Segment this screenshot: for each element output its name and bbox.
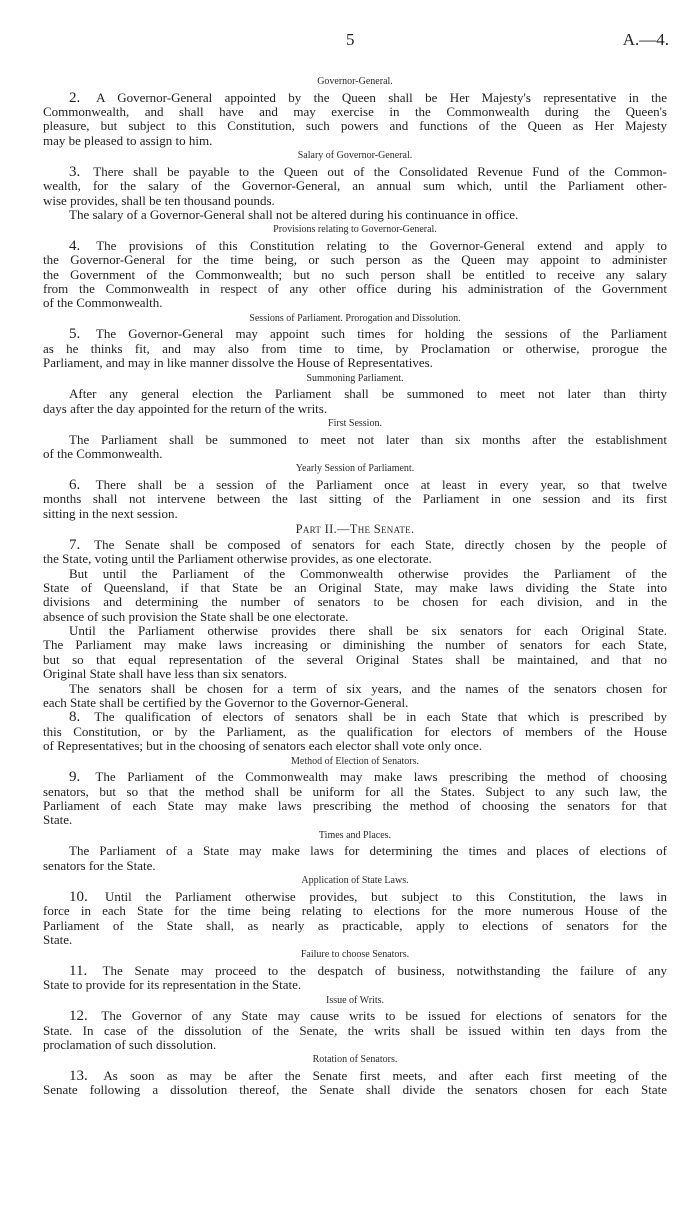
line-text: each State shall be certified by the Governor to the Governor-General. [43, 695, 409, 711]
text-line [43, 667, 667, 681]
text-line [43, 581, 667, 595]
line-text: force in each State for the time being relating to elections for the more numerous House of the [43, 903, 667, 919]
text-line [43, 134, 667, 148]
numbered-section-paragraph [43, 1069, 667, 1098]
text-line [43, 387, 667, 401]
text-line [43, 595, 667, 609]
text-line [43, 844, 667, 858]
line-text: The Parliament of the Commonwealth may make laws prescribing the method of choosing [95, 769, 667, 785]
document-reference: A.—4. [622, 30, 669, 49]
text-line [43, 799, 667, 813]
paragraph [43, 844, 667, 873]
line-text: There shall be payable to the Queen out of the Consolidated Revenue Fund of the Common- [93, 163, 667, 179]
section-number: 10. [69, 888, 102, 905]
text-line [43, 964, 667, 978]
text-line [43, 447, 667, 461]
line-text: After any general election the Parliament shall be summoned to meet not later than thirty [69, 386, 667, 402]
line-text: Original State shall have less than six senators. [43, 666, 288, 682]
line-text: Until the Parliament otherwise provides there shall be six senators for each Original State. [69, 623, 667, 639]
text-line [43, 710, 667, 724]
line-text: of the Commonwealth. [43, 295, 163, 311]
line-text: wealth, for the salary of the Governor-General, an annual sum which, until the Parliament other- [43, 178, 667, 194]
line-text: The provisions of this Constitution relating to the Governor-General extend and apply to [96, 237, 668, 253]
text-line [43, 739, 667, 753]
line-text: State. [43, 812, 73, 828]
line-text: as he thinks fit, and may also from time to time, by Proclamation or otherwise, prorogue the [43, 340, 667, 356]
text-line [43, 696, 667, 710]
line-text: The Senate shall be composed of senators for each State, directly chosen by the people of [94, 536, 668, 552]
numbered-section-paragraph [43, 710, 667, 753]
line-text: The Governor-General may appoint such times for holding the sessions of the Parliament [95, 326, 667, 342]
line-text: The qualification of electors of senators shall be in each State that which is prescribed by [94, 709, 668, 725]
text-line [43, 1083, 667, 1097]
section-heading: Provisions relating to Governor-General. [273, 224, 437, 236]
text-line [43, 725, 667, 739]
line-text: The Senate may proceed to the despatch of business, notwithstanding the failure of any [102, 962, 667, 978]
section-number: 2. [69, 89, 94, 106]
line-text: senators for the State. [43, 857, 156, 873]
line-text: State. In case of the dissolution of the Senate, the writs shall be issued within ten days from the [43, 1022, 667, 1038]
line-text: months shall not intervene between the last sitting of the Parliament in one session and its first [43, 491, 667, 507]
text-line [43, 478, 667, 492]
text-line [43, 296, 667, 310]
line-text: of the Commonwealth. [43, 445, 163, 461]
section-number: 7. [69, 536, 92, 553]
text-line [43, 268, 667, 282]
section-heading: Times and Places. [318, 829, 392, 841]
section-heading: Yearly Session of Parliament. [295, 463, 415, 475]
section-heading: First Session. [328, 418, 382, 429]
page-number: 5 [346, 30, 355, 49]
text-line [43, 978, 667, 992]
section-number: 5. [69, 326, 93, 343]
line-text: The Governor of any State may cause writs to be issued for elections of senators for the [101, 1008, 668, 1024]
text-line [43, 402, 667, 416]
line-text: State. [43, 931, 73, 947]
text-line [43, 253, 667, 267]
line-text: sitting in the next session. [43, 505, 178, 521]
numbered-section-paragraph [43, 770, 667, 828]
line-text: days after the day appointed for the return of the writs. [43, 400, 328, 416]
text-line [43, 785, 667, 799]
line-text: The senators shall be chosen for a term of six years, and the names of the senators chosen for [69, 680, 667, 696]
numbered-section-paragraph [43, 327, 667, 370]
text-line [43, 282, 667, 296]
line-text: proclamation of such dissolution. [43, 1037, 217, 1053]
text-line [43, 1069, 667, 1083]
line-text: But until the Parliament of the Commonwealth otherwise provides the Parliament of the [69, 565, 667, 581]
line-text: this Constitution, or by the Parliament, as the qualification for electors of members of the House [43, 723, 667, 739]
text-line [43, 653, 667, 667]
text-line [43, 933, 667, 947]
section-heading: Salary of Governor-General. [297, 150, 413, 162]
text-line [43, 567, 667, 581]
text-line [43, 1024, 667, 1038]
line-text: The Parliament shall be summoned to meet not later than six months after the establishment [69, 431, 667, 447]
numbered-section-paragraph [43, 478, 667, 521]
line-text: pleasure, but subject to this Constitution, such powers and functions of the Queen as Her Majesty [43, 118, 667, 134]
paragraph [43, 682, 667, 711]
text-line [43, 1009, 667, 1023]
line-text: The salary of a Governor-General shall not be altered during his continuance in office. [69, 206, 519, 222]
text-line [43, 859, 667, 873]
numbered-section-paragraph [43, 165, 667, 208]
text-line [43, 492, 667, 506]
line-text: The Parliament of a State may make laws for determining the times and places of elections of [69, 843, 667, 859]
section-number: 4. [69, 237, 94, 254]
line-text: of Representatives; but in the choosing of senators each elector shall vote only once. [43, 738, 482, 754]
line-text: senators, but so that the method shall be uniform for all the States. Subject to any such law, the [43, 783, 667, 799]
section-heading: Issue of Writs. [325, 994, 385, 1006]
text-line [43, 904, 667, 918]
section-number: 12. [69, 1008, 99, 1025]
line-text: Commonwealth, and shall have and may exercise in the Commonwealth during the Queen's [43, 103, 667, 119]
section-number: 13. [69, 1068, 101, 1085]
text-line [43, 208, 667, 222]
text-line [43, 342, 667, 356]
section-number: 11. [69, 962, 100, 979]
line-text: may be pleased to assign to him. [43, 132, 213, 148]
text-line [43, 813, 667, 827]
line-text: divisions and determining the number of senators to be chosen for each division, and in the [43, 594, 667, 610]
text-line [43, 890, 667, 904]
text-line [43, 1038, 667, 1052]
section-number: 3. [69, 163, 91, 180]
line-text: Senate following a dissolution thereof, the Senate shall divide the senators chosen for each State [43, 1082, 667, 1098]
numbered-section-paragraph [43, 964, 667, 993]
numbered-section-paragraph [43, 91, 667, 149]
text-line [43, 552, 667, 566]
text-line [43, 91, 667, 105]
document-body [43, 74, 667, 1098]
text-line [43, 239, 667, 253]
section-heading: Application of State Laws. [301, 875, 409, 887]
text-line [43, 433, 667, 447]
section-number: 8. [69, 709, 92, 726]
line-text: from the Commonwealth in respect of any other office during his administration of the Government [43, 281, 667, 297]
text-line [43, 538, 667, 552]
section-heading: Failure to choose Senators. [300, 949, 410, 961]
part-heading: Part II.—The Senate. [295, 522, 415, 537]
text-line [43, 105, 667, 119]
section-heading: Method of Election of Senators. [290, 755, 420, 767]
line-text: State of Queensland, if that State be an Original State, may make laws dividing the State into [43, 579, 667, 595]
line-text: wise provides, shall be ten thousand pounds. [43, 192, 275, 208]
paragraph [43, 208, 667, 222]
section-number: 6. [69, 476, 93, 493]
text-line [43, 770, 667, 784]
text-line [43, 327, 667, 341]
text-line [43, 682, 667, 696]
section-heading: Sessions of Parliament. Prorogation and Dissolution. [249, 312, 461, 324]
numbered-section-paragraph [43, 1009, 667, 1052]
line-text: Parliament of each State may make laws prescribing the method of choosing the senators for that [43, 797, 667, 813]
text-line [43, 624, 667, 638]
line-text: State to provide for its representation in the State. [43, 977, 302, 993]
line-text: the State, voting until the Parliament otherwise provides, as one electorate. [43, 551, 432, 567]
paragraph [43, 624, 667, 682]
section-heading: Rotation of Senators. [312, 1054, 398, 1066]
line-text: A Governor-General appointed by the Queen shall be Her Majesty's representative in the [96, 89, 668, 105]
text-line [43, 179, 667, 193]
line-text: There shall be a session of the Parliament once at least in every year, so that twelve [95, 476, 667, 492]
numbered-section-paragraph [43, 239, 667, 311]
section-heading: Summoning Parliament. [306, 372, 404, 384]
line-text: but so that equal representation of the several Original States shall be maintained, and that no [43, 651, 667, 667]
text-line [43, 507, 667, 521]
text-line [43, 194, 667, 208]
text-line [43, 119, 667, 133]
section-number: 9. [69, 769, 93, 786]
text-line [43, 165, 667, 179]
text-line [43, 610, 667, 624]
line-text: The Parliament may make laws increasing or diminishing the number of senators for each State, [43, 637, 667, 653]
paragraph [43, 433, 667, 462]
text-line [43, 919, 667, 933]
line-text: Parliament, and may in like manner dissolve the House of Representatives. [43, 355, 433, 371]
text-line [43, 356, 667, 370]
line-text: the Governor-General for the time being, or such person as the Queen may appoint to administer [43, 252, 667, 268]
numbered-section-paragraph [43, 538, 667, 567]
line-text: Parliament of the State shall, as nearly as practicable, apply to elections of senators for the [43, 917, 667, 933]
text-line [43, 638, 667, 652]
numbered-section-paragraph [43, 890, 667, 948]
line-text: absence of such provision the State shall be one electorate. [43, 608, 349, 624]
line-text: the Government of the Commonwealth; but no such person shall be entitled to receive any salary [43, 266, 667, 282]
paragraph [43, 567, 667, 625]
section-heading: Governor-General. [317, 76, 393, 87]
line-text: As soon as may be after the Senate first meets, and after each first meeting of the [103, 1068, 668, 1084]
line-text: Until the Parliament otherwise provides, but subject to this Constitution, the laws in [105, 888, 667, 904]
paragraph [43, 387, 667, 416]
